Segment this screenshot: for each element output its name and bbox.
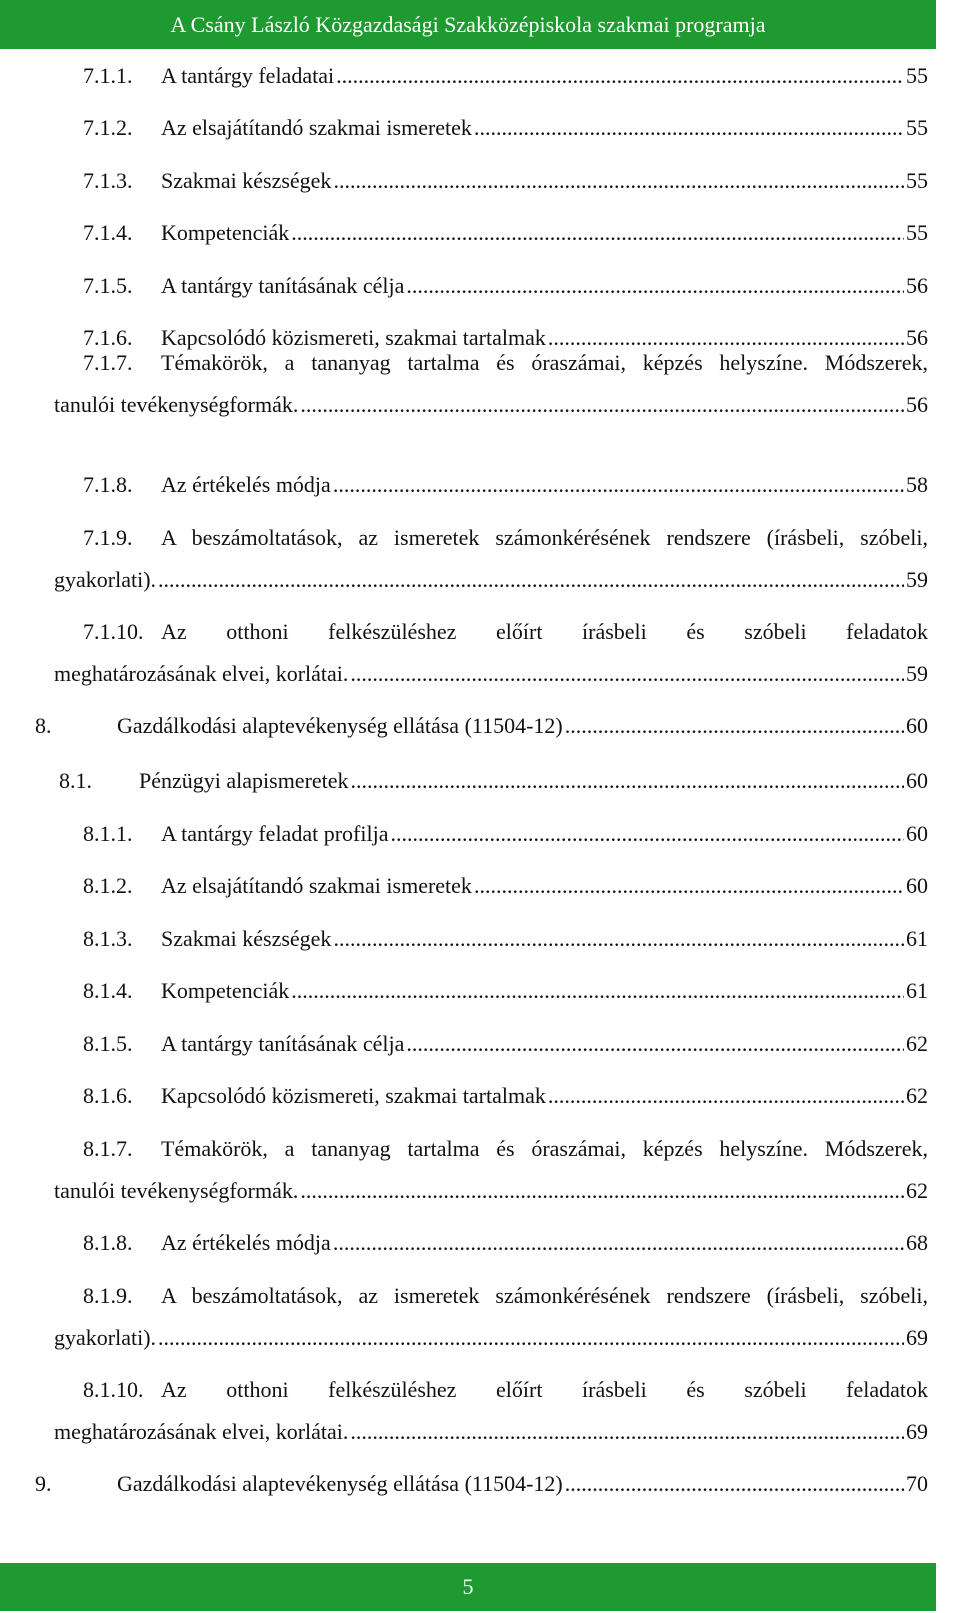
toc-entry-title: A beszámoltatások, az ismeretek számonkérésének rendszere (írásbeli, szóbeli,	[161, 525, 928, 550]
toc-entry-number: 7.1.9.	[83, 525, 133, 550]
toc-entry[interactable]	[83, 115, 928, 141]
toc-leader-dots	[350, 1419, 904, 1445]
toc-leader-dots	[158, 567, 904, 593]
toc-entry[interactable]	[83, 1230, 928, 1256]
toc-entry-title: Az elsajátítandó szakmai ismeretek	[161, 115, 472, 140]
toc-leader-dots	[406, 273, 904, 299]
toc-entry-title-continued: meghatározásának elvei, korlátai.	[54, 661, 349, 686]
toc-leader-dots	[333, 472, 904, 498]
toc-entry-page: 62	[906, 1178, 928, 1203]
toc-entry[interactable]	[83, 325, 928, 351]
toc-entry-page: 60	[906, 713, 928, 738]
toc-entry[interactable]	[83, 220, 928, 246]
toc-entry-title: Témakörök, a tananyag tartalma és óraszámai, képzés helyszíne. Módszerek,	[161, 350, 928, 375]
toc-entry-number: 7.1.7.	[83, 350, 133, 375]
page-number: 5	[462, 1574, 474, 1599]
toc-entry[interactable]	[83, 1083, 928, 1109]
toc-entry-number: 8.1.	[59, 768, 92, 793]
toc-entry-title: Az otthoni felkészüléshez előírt írásbeli és szóbeli feladatok	[161, 1377, 928, 1402]
toc-entry-title: A tantárgy feladat profilja	[161, 821, 389, 846]
toc-entry-title-continued: meghatározásának elvei, korlátai.	[54, 1419, 349, 1444]
toc-entry-number: 7.1.1.	[83, 63, 133, 88]
toc-entry-number: 7.1.3.	[83, 168, 133, 193]
toc-entry-page: 69	[906, 1325, 928, 1350]
toc-entry-number: 9.	[35, 1471, 52, 1496]
toc-entry-page: 55	[906, 115, 928, 140]
toc-entry-page: 70	[906, 1471, 928, 1496]
toc-entry-number: 8.1.4.	[83, 978, 133, 1003]
toc-leader-dots	[350, 661, 904, 687]
toc-entry-page: 55	[906, 63, 928, 88]
toc-entry-page: 62	[906, 1031, 928, 1056]
toc-entry-page: 59	[906, 661, 928, 686]
toc-entry-title-continued: tanulói tevékenységformák.	[54, 1178, 299, 1203]
toc-entry[interactable]	[54, 525, 928, 593]
toc-leader-dots	[333, 168, 904, 194]
toc-leader-dots	[158, 1325, 904, 1351]
toc-leader-dots	[291, 220, 904, 246]
toc-leader-dots	[474, 873, 904, 899]
toc-leader-dots	[291, 978, 904, 1004]
page-header	[0, 0, 936, 50]
toc-entry[interactable]	[83, 63, 928, 89]
toc-entry-title: A beszámoltatások, az ismeretek számonkérésének rendszere (írásbeli, szóbeli,	[161, 1283, 928, 1308]
toc-entry[interactable]	[83, 821, 928, 847]
toc-entry-number: 7.1.4.	[83, 220, 133, 245]
toc-entry-page: 55	[906, 168, 928, 193]
toc-entry-page: 68	[906, 1230, 928, 1255]
toc-entry-title-continued: gyakorlati).	[54, 567, 157, 592]
header-title: A Csány László Közgazdasági Szakközépiskola szakmai programja	[170, 11, 766, 37]
toc-entry-number: 7.1.6.	[83, 325, 133, 350]
toc-leader-dots	[300, 392, 904, 418]
toc-entry-page: 69	[906, 1419, 928, 1444]
toc-entry-number: 8.1.2.	[83, 873, 133, 898]
toc-leader-dots	[565, 1471, 904, 1497]
toc-entry-number: 8.1.1.	[83, 821, 133, 846]
toc-entry-number: 7.1.10.	[83, 619, 144, 644]
toc-entry-number: 8.	[35, 713, 52, 738]
toc-leader-dots	[336, 63, 904, 89]
toc-entry-page: 60	[906, 768, 928, 793]
toc-entry-number: 8.1.3.	[83, 926, 133, 951]
toc-entry-title: Szakmai készségek	[161, 926, 332, 951]
toc-entry-title: Kompetenciák	[161, 978, 290, 1003]
toc-entry[interactable]	[54, 350, 928, 418]
toc-leader-dots	[565, 713, 904, 739]
toc-leader-dots	[300, 1178, 904, 1204]
toc-entry[interactable]	[54, 1283, 928, 1351]
toc-entry-page: 60	[906, 873, 928, 898]
toc-entry-number: 7.1.8.	[83, 472, 133, 497]
toc-entry[interactable]	[83, 168, 928, 194]
toc-entry-title: Pénzügyi alapismeretek	[139, 768, 349, 793]
toc-entry-title: Témakörök, a tananyag tartalma és óraszámai, képzés helyszíne. Módszerek,	[161, 1136, 928, 1161]
toc-entry-title: Kapcsolódó közismereti, szakmai tartalmak	[161, 1083, 546, 1108]
toc-entry-number: 8.1.10.	[83, 1377, 144, 1402]
toc-entry-page: 60	[906, 821, 928, 846]
toc-entry[interactable]	[83, 873, 928, 899]
toc-entry-title: A tantárgy feladatai	[161, 63, 335, 88]
toc-leader-dots	[406, 1031, 904, 1057]
page-footer	[0, 1563, 936, 1611]
toc-entry-page: 61	[906, 978, 928, 1003]
toc-entry[interactable]	[35, 713, 928, 739]
toc-entry-title: Az elsajátítandó szakmai ismeretek	[161, 873, 472, 898]
toc-entry-number: 7.1.2.	[83, 115, 133, 140]
toc-leader-dots	[333, 926, 904, 952]
toc-entry-page: 59	[906, 567, 928, 592]
toc-entry-title: Kapcsolódó közismereti, szakmai tartalmak	[161, 325, 546, 350]
toc-entry-title-continued: gyakorlati).	[54, 1325, 157, 1350]
toc-entry[interactable]	[83, 472, 928, 498]
toc-entry[interactable]	[54, 1377, 928, 1445]
toc-entry[interactable]	[35, 1471, 928, 1497]
toc-entry-title: Az értékelés módja	[161, 472, 331, 497]
toc-entry-title: Kompetenciák	[161, 220, 290, 245]
toc-leader-dots	[548, 1083, 904, 1109]
toc-entry-number: 8.1.5.	[83, 1031, 133, 1056]
toc-entry-title: A tantárgy tanításának célja	[161, 273, 405, 298]
toc-entry-number: 7.1.5.	[83, 273, 133, 298]
toc-entry-title: Az értékelés módja	[161, 1230, 331, 1255]
toc-entry[interactable]	[83, 926, 928, 952]
toc-entry-page: 61	[906, 926, 928, 951]
toc-entry[interactable]	[83, 978, 928, 1004]
toc-entry-title: Gazdálkodási alaptevékenység ellátása (11504-12)	[117, 1471, 563, 1496]
toc-leader-dots	[333, 1230, 904, 1256]
toc-leader-dots	[474, 115, 904, 141]
toc-leader-dots	[351, 768, 904, 794]
toc-leader-dots	[390, 821, 904, 847]
toc-entry[interactable]	[59, 768, 928, 794]
toc-entry-number: 8.1.9.	[83, 1283, 133, 1308]
toc-entry-page: 56	[906, 392, 928, 417]
toc-entry[interactable]	[54, 1136, 928, 1204]
toc-entry-title: Gazdálkodási alaptevékenység ellátása (11504-12)	[117, 713, 563, 738]
toc-entry-title-continued: tanulói tevékenységformák.	[54, 392, 299, 417]
toc-entry-page: 62	[906, 1083, 928, 1108]
toc-entry[interactable]	[83, 273, 928, 299]
toc-entry-title: Az otthoni felkészüléshez előírt írásbeli és szóbeli feladatok	[161, 619, 928, 644]
toc-entry-page: 56	[906, 325, 928, 350]
toc-entry-number: 8.1.7.	[83, 1136, 133, 1161]
toc-entry-title: A tantárgy tanításának célja	[161, 1031, 405, 1056]
toc-entry-page: 55	[906, 220, 928, 245]
toc-leader-dots	[548, 325, 904, 351]
toc-entry[interactable]	[54, 619, 928, 687]
toc-entry-number: 8.1.8.	[83, 1230, 133, 1255]
toc-entry-page: 56	[906, 273, 928, 298]
toc-entry[interactable]	[83, 1031, 928, 1057]
toc-entry-title: Szakmai készségek	[161, 168, 332, 193]
toc-entry-page: 58	[906, 472, 928, 497]
toc-entry-number: 8.1.6.	[83, 1083, 133, 1108]
